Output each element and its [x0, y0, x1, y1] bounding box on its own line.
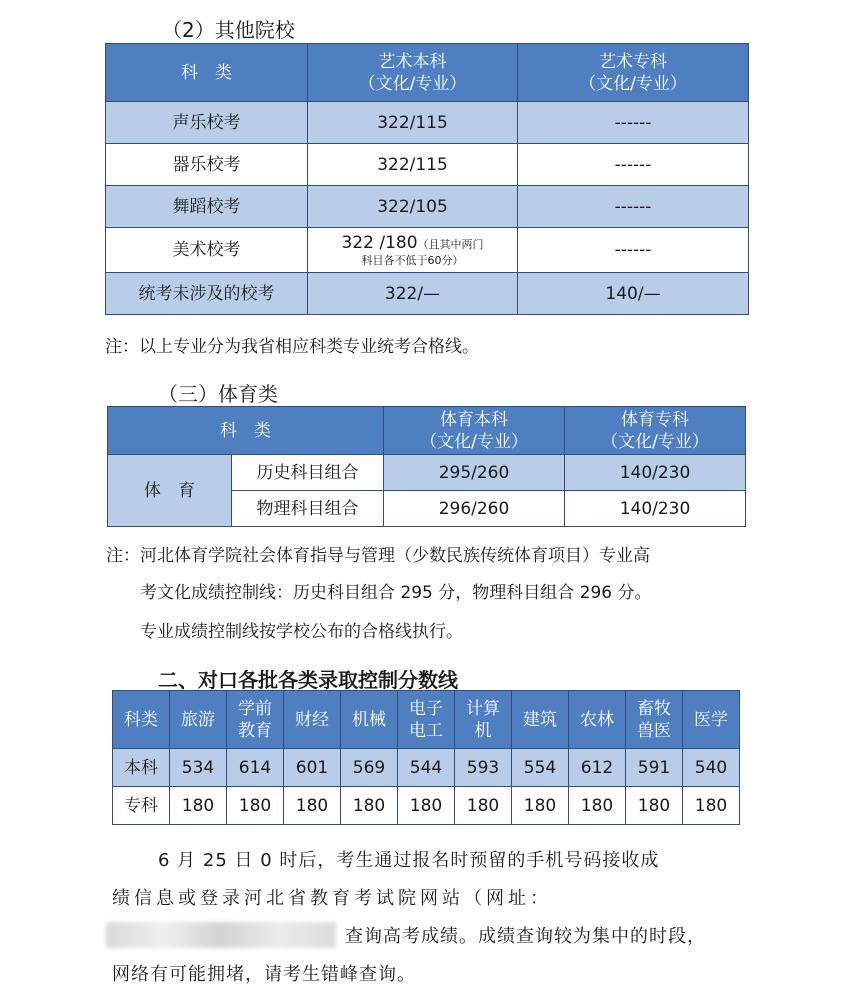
- table-row: 美术校考 322 /180（且其中两门 科目各不低于60分） ------: [106, 228, 749, 273]
- sports-category: 体 育: [108, 455, 232, 527]
- header-art-bachelor: 艺术本科 （文化/专业）: [308, 44, 518, 102]
- art-other-colleges-table: [105, 43, 749, 315]
- note-sports-line1: 注：河北体育学院社会体育指导与管理（少数民族传统体育项目）专业高: [106, 546, 650, 566]
- paragraph-line2: 绩信息或登录河北省教育考试院网站（网址：: [112, 888, 552, 909]
- table-row: 物理科目组合 296/260 140/230: [108, 491, 746, 527]
- duikou-header-row: 科类 旅游 学前 教育 财经 机械 电子 电工 计算 机 建筑 农林 畜牧 兽医 医学: [113, 691, 740, 749]
- header-art-college: 艺术专科 （文化/专业）: [518, 44, 749, 102]
- header-sports-college: 体育专科 （文化/专业）: [565, 407, 746, 455]
- table-row: 统考未涉及的校考 322/— 140/—: [106, 273, 749, 315]
- note-other-colleges: 注：以上专业分为我省相应科类专业统考合格线。: [105, 337, 479, 357]
- paragraph-line1: 6 月 25 日 0 时后，考生通过报名时预留的手机号码接收成: [158, 850, 660, 871]
- table-row: 声乐校考 322/115 ------: [106, 102, 749, 144]
- section-title-duikou: 二、对口各批各类录取控制分数线: [158, 668, 458, 692]
- table-row: 体 育 历史科目组合 295/260 140/230: [108, 455, 746, 491]
- note-sports-line3: 专业成绩控制线按学校公布的合格线执行。: [140, 622, 463, 642]
- sports-table: [107, 406, 746, 527]
- section-title-other-colleges: （2）其他院校: [162, 18, 295, 42]
- paragraph-line3: 查询高考成绩。成绩查询较为集中的时段，: [345, 926, 706, 947]
- header-subject: 科 类: [108, 407, 384, 455]
- table-row: 器乐校考 322/115 ------: [106, 144, 749, 186]
- paragraph-line4: 网络有可能拥堵，请考生错峰查询。: [112, 964, 416, 985]
- duikou-table: [112, 690, 740, 825]
- header-sports-bachelor: 体育本科 （文化/专业）: [384, 407, 565, 455]
- table-row: 专科 180 180 180 180 180 180 180 180 180 180: [113, 787, 740, 825]
- section-title-sports: （三）体育类: [158, 382, 278, 406]
- redacted-url-blur: [106, 922, 336, 948]
- note-sports-line2: 考文化成绩控制线：历史科目组合 295 分，物理科目组合 296 分。: [140, 583, 652, 603]
- header-subject: 科 类: [106, 44, 308, 102]
- table-row: 本科 534 614 601 569 544 593 554 612 591 540: [113, 749, 740, 787]
- table-row: 舞蹈校考 322/105 ------: [106, 186, 749, 228]
